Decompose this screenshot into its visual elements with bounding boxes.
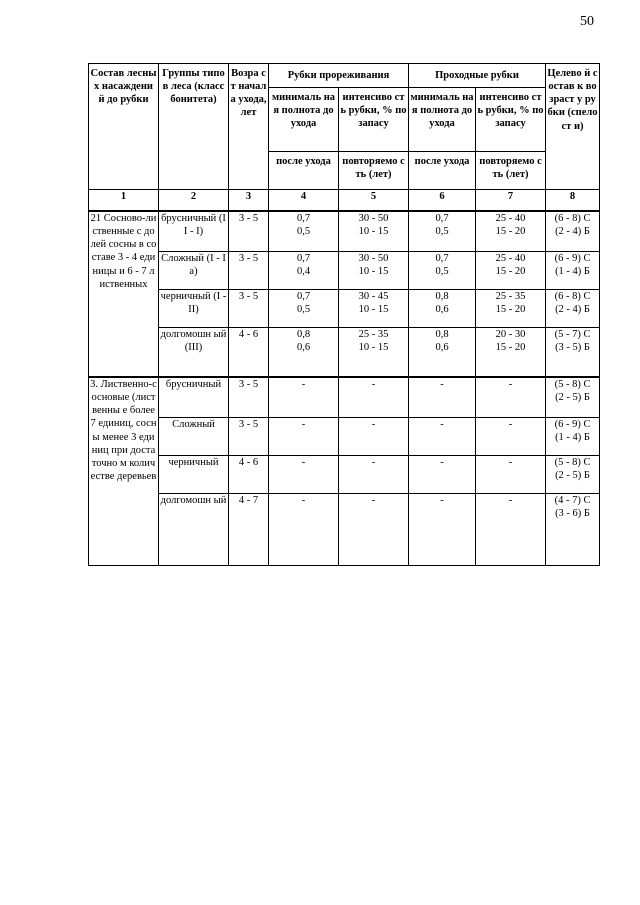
header-recurrence-thinning: повторяемо сть (лет) (339, 152, 409, 190)
value-cell: - (476, 417, 546, 455)
value-cell: - (409, 493, 476, 565)
table-row (89, 493, 600, 565)
table-row (89, 417, 600, 455)
column-number: 2 (159, 190, 229, 212)
table-row (89, 327, 600, 377)
header-forest-type: Группы типов леса (класс бонитета) (159, 64, 229, 190)
table-row (89, 251, 600, 289)
page-number: 50 (580, 14, 594, 29)
value-cell: 25 - 40 15 - 20 (476, 211, 546, 251)
value-cell: - (409, 455, 476, 493)
composition-cell: 21 Сосново-лиственные с долей сосны в составе 3 - 4 единицы и 6 - 7 лиственных (89, 211, 159, 377)
value-cell: - (476, 493, 546, 565)
forest-type-cell: Сложный (159, 417, 229, 455)
column-number-row (89, 190, 600, 212)
target-cell: (5 - 7) С (3 - 5) Б (546, 327, 600, 377)
value-cell: 30 - 50 10 - 15 (339, 251, 409, 289)
age-cell: 3 - 5 (229, 251, 269, 289)
age-cell: 4 - 6 (229, 327, 269, 377)
header-min-density-passage: минималь ная полнота до ухода (409, 88, 476, 152)
header-passage-cutting: Проходные рубки (409, 64, 546, 88)
value-cell: 0,8 0,6 (269, 327, 339, 377)
header-after-care-thinning: после ухода (269, 152, 339, 190)
value-cell: 30 - 50 10 - 15 (339, 211, 409, 251)
value-cell: - (476, 377, 546, 417)
header-recurrence-passage: повторяемо сть (лет) (476, 152, 546, 190)
value-cell: - (339, 455, 409, 493)
value-cell: 0,7 0,5 (409, 251, 476, 289)
value-cell: - (476, 455, 546, 493)
target-cell: (4 - 7) С (3 - 6) Б (546, 493, 600, 565)
composition-cell: 3. Лиственно-сосновые (лиственны е более 7 единиц, сосны менее 3 единиц при достаточно м количестве деревьев (89, 377, 159, 565)
value-cell: - (269, 455, 339, 493)
age-cell: 3 - 5 (229, 211, 269, 251)
value-cell: - (269, 417, 339, 455)
value-cell: 25 - 40 15 - 20 (476, 251, 546, 289)
table-row (89, 289, 600, 327)
value-cell: - (409, 377, 476, 417)
value-cell: 25 - 35 10 - 15 (339, 327, 409, 377)
age-cell: 4 - 6 (229, 455, 269, 493)
forest-type-cell: черничный (159, 455, 229, 493)
target-cell: (5 - 8) С (2 - 5) Б (546, 455, 600, 493)
column-number: 7 (476, 190, 546, 212)
age-cell: 3 - 5 (229, 377, 269, 417)
value-cell: 0,7 0,5 (269, 289, 339, 327)
value-cell: - (269, 493, 339, 565)
header-intensity-thinning: интенсиво сть рубки, % по запасу (339, 88, 409, 152)
target-cell: (6 - 9) С (1 - 4) Б (546, 417, 600, 455)
age-cell: 3 - 5 (229, 289, 269, 327)
value-cell: 30 - 45 10 - 15 (339, 289, 409, 327)
column-number: 4 (269, 190, 339, 212)
target-cell: (6 - 8) С (2 - 4) Б (546, 289, 600, 327)
header-thinning: Рубки прореживания (269, 64, 409, 88)
value-cell: - (409, 417, 476, 455)
forest-type-cell: брусничный (II - I) (159, 211, 229, 251)
header-age: Возра ст начал а ухода, лет (229, 64, 269, 190)
header-target-composition: Целево й состав к возраст у рубки (спелост и) (546, 64, 600, 190)
target-cell: (5 - 8) С (2 - 5) Б (546, 377, 600, 417)
age-cell: 4 - 7 (229, 493, 269, 565)
header-after-care-passage: после ухода (409, 152, 476, 190)
column-number: 1 (89, 190, 159, 212)
value-cell: 25 - 35 15 - 20 (476, 289, 546, 327)
value-cell: 0,8 0,6 (409, 327, 476, 377)
header-min-density-thinning: минималь ная полнота до ухода (269, 88, 339, 152)
table-row (89, 377, 600, 417)
column-number: 8 (546, 190, 600, 212)
value-cell: - (339, 493, 409, 565)
value-cell: 0,7 0,5 (269, 211, 339, 251)
target-cell: (6 - 9) С (1 - 4) Б (546, 251, 600, 289)
header-composition: Состав лесных насаждени й до рубки (89, 64, 159, 190)
value-cell: - (339, 377, 409, 417)
forest-type-cell: Сложный (I - Ia) (159, 251, 229, 289)
target-cell: (6 - 8) С (2 - 4) Б (546, 211, 600, 251)
value-cell: - (269, 377, 339, 417)
table-row (89, 455, 600, 493)
thinning-table (88, 63, 600, 566)
age-cell: 3 - 5 (229, 417, 269, 455)
column-number: 6 (409, 190, 476, 212)
value-cell: 0,8 0,6 (409, 289, 476, 327)
value-cell: 0,7 0,5 (409, 211, 476, 251)
forest-type-cell: долгомошн ый (159, 493, 229, 565)
table-row (89, 211, 600, 251)
column-number: 3 (229, 190, 269, 212)
value-cell: - (339, 417, 409, 455)
value-cell: 0,7 0,4 (269, 251, 339, 289)
forest-type-cell: черничный (I - II) (159, 289, 229, 327)
column-number: 5 (339, 190, 409, 212)
value-cell: 20 - 30 15 - 20 (476, 327, 546, 377)
forest-type-cell: брусничный (159, 377, 229, 417)
forest-type-cell: долгомошн ый (III) (159, 327, 229, 377)
header-intensity-passage: интенсиво сть рубки, % по запасу (476, 88, 546, 152)
